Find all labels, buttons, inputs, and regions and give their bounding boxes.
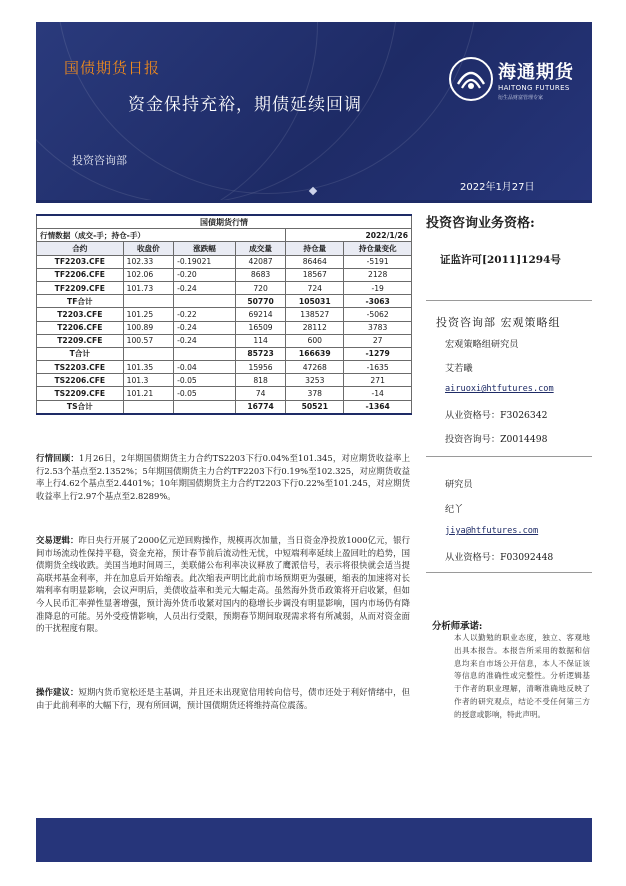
table-cell xyxy=(174,347,236,360)
table-cell: -1279 xyxy=(344,347,412,360)
contract-cell: TS合计 xyxy=(37,400,124,414)
trading-logic-paragraph xyxy=(36,534,410,635)
table-cell: -0.05 xyxy=(174,374,236,387)
contract-cell: T2209.CFE xyxy=(37,334,124,347)
table-cell: 720 xyxy=(235,281,285,294)
table-row xyxy=(37,308,412,321)
table-cell: 101.21 xyxy=(123,387,173,400)
table-cell: 74 xyxy=(235,387,285,400)
table-row xyxy=(37,255,412,268)
header-banner xyxy=(36,22,592,200)
table-row xyxy=(37,387,412,400)
table-cell: 47268 xyxy=(286,361,344,374)
table-cell: 8683 xyxy=(235,268,285,281)
contract-cell: TF合计 xyxy=(37,295,124,308)
review-label: 行情回顾： xyxy=(36,453,79,463)
department-label: 投资咨询部 xyxy=(72,154,127,167)
table-row xyxy=(37,281,412,294)
column-header: 合约 xyxy=(37,242,124,255)
table-cell: 101.73 xyxy=(123,281,173,294)
table-cell: -14 xyxy=(344,387,412,400)
table-cell: -0.24 xyxy=(174,281,236,294)
logo-slogan: 衍生品财富管理专家 xyxy=(498,95,544,101)
table-cell: -0.24 xyxy=(174,334,236,347)
table-cell: 18567 xyxy=(286,268,344,281)
table-cell: 3253 xyxy=(286,374,344,387)
table-cell: 166639 xyxy=(286,347,344,360)
table-cell: -5062 xyxy=(344,308,412,321)
table-cell: 101.3 xyxy=(123,374,173,387)
researcher-email-link[interactable]: jiya@htfutures.com xyxy=(445,526,539,536)
market-review-paragraph xyxy=(36,452,410,502)
table-row xyxy=(37,268,412,281)
table-row xyxy=(37,334,412,347)
license-number: 证监许可[2011]1294号 xyxy=(440,254,561,266)
table-cell: 114 xyxy=(235,334,285,347)
table-cell xyxy=(123,400,173,414)
futures-quote-table xyxy=(36,214,412,415)
sidebar-divider xyxy=(426,572,592,573)
table-cell: 28112 xyxy=(286,321,344,334)
logo-emblem-icon xyxy=(448,56,494,102)
table-row xyxy=(37,321,412,334)
table-cell: 105031 xyxy=(286,295,344,308)
table-meta-label: 行情数据（成交-手；持仓-手） xyxy=(37,229,286,242)
contract-cell: TF2203.CFE xyxy=(37,255,124,268)
column-header: 涨跌幅 xyxy=(174,242,236,255)
contract-cell: TS2209.CFE xyxy=(37,387,124,400)
sidebar-divider xyxy=(426,456,592,457)
table-cell: 100.57 xyxy=(123,334,173,347)
table-subtotal-row xyxy=(37,347,412,360)
contract-cell: TS2206.CFE xyxy=(37,374,124,387)
table-cell: 271 xyxy=(344,374,412,387)
table-cell: -19 xyxy=(344,281,412,294)
table-cell: 42087 xyxy=(235,255,285,268)
table-cell: -0.05 xyxy=(174,387,236,400)
table-cell: 27 xyxy=(344,334,412,347)
table-cell: 102.06 xyxy=(123,268,173,281)
researcher-name: 纪丫 xyxy=(445,504,464,515)
table-header-row xyxy=(37,242,412,255)
table-cell: 138527 xyxy=(286,308,344,321)
report-headline: 资金保持充裕，期债延续回调 xyxy=(128,95,362,115)
table-cell xyxy=(123,295,173,308)
analyst-cert-number: 从业资格号：F3026342 xyxy=(445,410,548,421)
table-cell: 378 xyxy=(286,387,344,400)
footer-bar xyxy=(36,818,592,862)
table-cell: -0.22 xyxy=(174,308,236,321)
table-cell: 16509 xyxy=(235,321,285,334)
analyst-email-link[interactable]: airuoxi@htfutures.com xyxy=(445,384,554,394)
table-cell: 100.89 xyxy=(123,321,173,334)
logic-label: 交易逻辑： xyxy=(36,535,79,545)
banner-underline xyxy=(36,200,592,203)
table-cell xyxy=(174,400,236,414)
table-cell: 600 xyxy=(286,334,344,347)
table-subtotal-row xyxy=(37,295,412,308)
column-header: 持仓量 xyxy=(286,242,344,255)
logic-text: 昨日央行开展了2000亿元逆回购操作，规模再次加量，当日资金净投放1000亿元，银行间市场流动性保持平稳，资金充裕，预计春节前后流动性无忧，中短端利率延续上盈回吐的趋势，国债期货全线收跌。美国当地时间周三，美联储公布利率决议释放了鹰派信号，表示将很快就会适当提高联邦基金利率，并在加息后开始缩表。此次缩表声明比此前市场预期更为强硬，缩表的加速将对长端利率有明显影响，会议声明后，美债收益率和美元大幅走高。虽然海外货币政策将开启收紧，但如今人民币汇率弹性显著增强，预计海外货币收紧对国内的稳增长步调没有明显影响，国内市场仍有降准降息的可能。另外受疫情影响，人员出行受限，预期春节期间取现需求将有所减弱，从而对资金面的干扰程度有限。 xyxy=(36,535,410,634)
analyst-name: 艾若曦 xyxy=(445,363,473,374)
table-cell: 818 xyxy=(235,374,285,387)
review-text: 1月26日，2年期国债期货主力合约TS2203下行0.04%至101.345，对应期货收益率上行2.53个基点至2.1352%；5年期国债期货主力合约TF2203下行0.19%至102.325，对应期货收益率上行4.62个基点至2.4401%；10年期国债期货主力合约T2203下行0.22%至101.245，对应期货收益率上行2.97个基点至2.8289%。 xyxy=(36,453,411,501)
contract-cell: T2206.CFE xyxy=(37,321,124,334)
table-row xyxy=(37,374,412,387)
table-cell: 101.35 xyxy=(123,361,173,374)
advice-label: 操作建议： xyxy=(36,687,79,697)
table-cell: 2128 xyxy=(344,268,412,281)
table-cell xyxy=(174,295,236,308)
table-cell: -5191 xyxy=(344,255,412,268)
report-type-tag: 国债期货日报 xyxy=(64,59,161,77)
contract-cell: TF2206.CFE xyxy=(37,268,124,281)
table-cell: -0.19021 xyxy=(174,255,236,268)
table-cell: 102.33 xyxy=(123,255,173,268)
column-header: 持仓量变化 xyxy=(344,242,412,255)
table-cell: 3783 xyxy=(344,321,412,334)
analyst-commitment-text: 本人以勤勉的职业态度，独立、客观地出具本报告。本报告所采用的数据和信息均来自市场公开信息，本人不保证该等信息的准确性或完整性。分析逻辑基于作者的职业理解，清晰准确地反映了作者的研究观点，结论不受任何第三方的授意或影响，特此声明。 xyxy=(454,633,590,719)
table-cell: -0.04 xyxy=(174,361,236,374)
researcher-role: 研究员 xyxy=(445,479,473,490)
table-cell: 724 xyxy=(286,281,344,294)
table-meta-date: 2022/1/26 xyxy=(286,229,412,242)
analyst-role: 宏观策略组研究员 xyxy=(445,339,519,350)
table-cell: -1635 xyxy=(344,361,412,374)
table-cell: 16774 xyxy=(235,400,285,414)
table-cell: 69214 xyxy=(235,308,285,321)
company-logo xyxy=(448,52,592,112)
table-cell: -1364 xyxy=(344,400,412,414)
contract-cell: TF2209.CFE xyxy=(37,281,124,294)
contract-cell: T合计 xyxy=(37,347,124,360)
table-subtotal-row xyxy=(37,400,412,414)
contract-cell: T2203.CFE xyxy=(37,308,124,321)
table-cell: -0.20 xyxy=(174,268,236,281)
operation-advice-paragraph xyxy=(36,686,410,711)
report-date: 2022年1月27日 xyxy=(460,182,535,193)
sidebar-divider xyxy=(426,300,592,301)
table-cell: -3063 xyxy=(344,295,412,308)
table-cell: 101.25 xyxy=(123,308,173,321)
table-row xyxy=(37,361,412,374)
column-header: 成交量 xyxy=(235,242,285,255)
table-cell xyxy=(123,347,173,360)
table-cell: 85723 xyxy=(235,347,285,360)
table-cell: 15956 xyxy=(235,361,285,374)
analyst-commitment-title: 分析师承诺: xyxy=(432,621,483,632)
researcher-cert-number: 从业资格号：F03092448 xyxy=(445,552,554,563)
table-cell: 86464 xyxy=(286,255,344,268)
advice-text: 短期内货币宽松还是主基调，并且还未出现宽信用转向信号，债市还处于利好情绪中，但由于此前利率的大幅下行，现有所回调，预计国债期货还将维持高位震荡。 xyxy=(36,687,410,710)
research-group-title: 投资咨询部 宏观策略组 xyxy=(436,316,561,329)
logo-chinese-name: 海通期货 xyxy=(498,62,574,83)
table-title: 国债期货行情 xyxy=(37,215,412,229)
contract-cell: TS2203.CFE xyxy=(37,361,124,374)
table-cell: -0.24 xyxy=(174,321,236,334)
qualification-title: 投资咨询业务资格: xyxy=(426,216,535,231)
table-cell: 50770 xyxy=(235,295,285,308)
column-header: 收盘价 xyxy=(123,242,173,255)
analyst-consult-number: 投资咨询号：Z0014498 xyxy=(445,434,548,445)
logo-english-name: HAITONG FUTURES xyxy=(498,84,570,92)
table-cell: 50521 xyxy=(286,400,344,414)
